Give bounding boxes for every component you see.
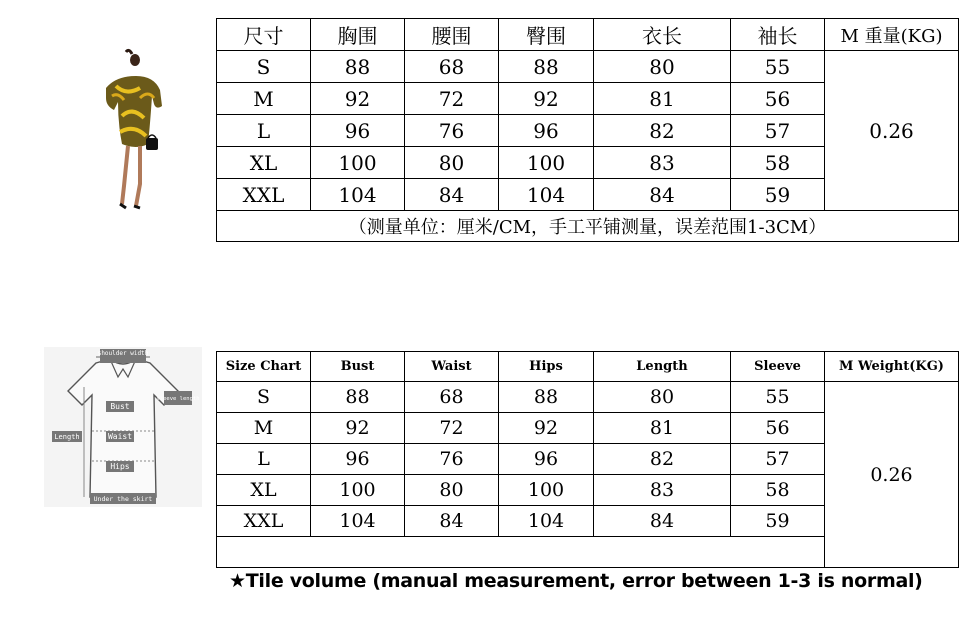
cell: 88 [311, 382, 405, 413]
cell: 83 [594, 475, 731, 506]
cell: 100 [499, 475, 594, 506]
header-sleeve: 袖长 [731, 19, 825, 51]
header-weight: M 重量(KG) [825, 19, 959, 51]
weight-value: 0.26 [825, 51, 959, 211]
label-length: Length [54, 433, 80, 441]
cell: XL [217, 147, 311, 179]
cell: 68 [405, 382, 499, 413]
cell: 84 [405, 506, 499, 537]
label-sleeve: sleeve length [156, 396, 200, 402]
cell: S [217, 51, 311, 83]
cell: 57 [731, 115, 825, 147]
header-length: Length [594, 352, 731, 382]
tile-volume-note: ★Tile volume (manual measurement, error between 1-3 is normal) [229, 570, 923, 592]
empty-cell [217, 537, 825, 568]
cell: 56 [731, 83, 825, 115]
cell: L [217, 115, 311, 147]
cell: 58 [731, 475, 825, 506]
table-row [217, 382, 959, 413]
cell: 59 [731, 506, 825, 537]
header-length: 衣长 [594, 19, 731, 51]
header-size: 尺寸 [217, 19, 311, 51]
cell: 81 [594, 83, 731, 115]
table-header-row [217, 19, 959, 51]
size-table-chinese [216, 18, 959, 242]
cell: 100 [311, 475, 405, 506]
table-row [217, 51, 959, 83]
header-waist: 腰围 [405, 19, 499, 51]
cell: 88 [311, 51, 405, 83]
cell: 72 [405, 413, 499, 444]
cell: M [217, 413, 311, 444]
cell: 84 [594, 506, 731, 537]
cell: 84 [405, 179, 499, 211]
model-photo [96, 46, 168, 210]
cell: 80 [594, 51, 731, 83]
size-table-english [216, 351, 959, 568]
cell: 80 [405, 147, 499, 179]
cell: 55 [731, 382, 825, 413]
label-waist: Waist [107, 432, 133, 441]
cell: 88 [499, 51, 594, 83]
header-bust: Bust [311, 352, 405, 382]
measurement-note-row [217, 211, 959, 242]
label-shoulder: shoulder width [97, 350, 149, 357]
cell: L [217, 444, 311, 475]
cell: 100 [499, 147, 594, 179]
cell: 92 [311, 83, 405, 115]
header-bust: 胸围 [311, 19, 405, 51]
measurement-note: （测量单位：厘米/CM，手工平铺测量，误差范围1-3CM） [217, 211, 959, 242]
header-hips: 臀围 [499, 19, 594, 51]
cell: XL [217, 475, 311, 506]
cell: 57 [731, 444, 825, 475]
header-sleeve: Sleeve [731, 352, 825, 382]
garment-measurement-diagram [44, 347, 202, 507]
weight-value: 0.26 [825, 382, 959, 568]
header-size-chart: Size Chart [217, 352, 311, 382]
cell: 92 [499, 413, 594, 444]
cell: 80 [405, 475, 499, 506]
cell: 96 [311, 444, 405, 475]
cell: 96 [499, 444, 594, 475]
cell: 82 [594, 444, 731, 475]
label-hips: Hips [110, 462, 130, 471]
cell: 96 [499, 115, 594, 147]
cell: XXL [217, 179, 311, 211]
cell: 84 [594, 179, 731, 211]
cell: 58 [731, 147, 825, 179]
cell: S [217, 382, 311, 413]
header-hips: Hips [499, 352, 594, 382]
cell: M [217, 83, 311, 115]
cell: 92 [311, 413, 405, 444]
cell: 72 [405, 83, 499, 115]
header-weight: M Weight(KG) [825, 352, 959, 382]
cell: 59 [731, 179, 825, 211]
cell: 80 [594, 382, 731, 413]
cell: XXL [217, 506, 311, 537]
label-skirt: Under the skirt [93, 495, 153, 503]
cell: 55 [731, 51, 825, 83]
cell: 104 [311, 179, 405, 211]
cell: 83 [594, 147, 731, 179]
cell: 81 [594, 413, 731, 444]
cell: 82 [594, 115, 731, 147]
cell: 104 [311, 506, 405, 537]
cell: 100 [311, 147, 405, 179]
cell: 104 [499, 179, 594, 211]
cell: 92 [499, 83, 594, 115]
header-waist: Waist [405, 352, 499, 382]
cell: 96 [311, 115, 405, 147]
cell: 76 [405, 444, 499, 475]
cell: 68 [405, 51, 499, 83]
cell: 56 [731, 413, 825, 444]
cell: 104 [499, 506, 594, 537]
cell: 76 [405, 115, 499, 147]
label-bust: Bust [110, 402, 130, 411]
cell: 88 [499, 382, 594, 413]
table-header-row [217, 352, 959, 382]
